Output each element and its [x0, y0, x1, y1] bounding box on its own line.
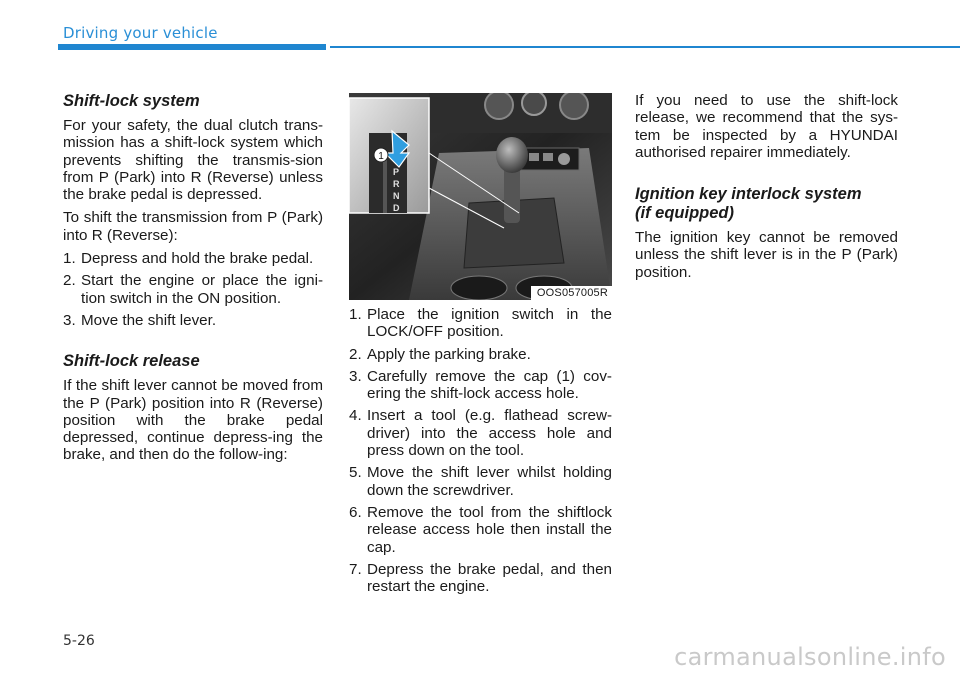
step-text: Place the ignition switch in the LOCK/OFF position. [367, 306, 612, 341]
step-number: 2. [349, 345, 362, 363]
paragraph: If you need to use the shift-lock release, we recommend that the sys-tem be inspected by a HYUNDAI authorised repairer immediately. [635, 92, 898, 161]
heading-ignition-key-interlock [635, 185, 898, 223]
figure-code: OOS057005R [531, 286, 612, 300]
shift-lever-illustration [349, 93, 612, 300]
shift-lever-photo [349, 93, 612, 300]
gear-letter: R [393, 179, 400, 189]
column-right [635, 92, 898, 287]
heading-line: Ignition key interlock system [635, 185, 862, 204]
list-item [349, 464, 612, 499]
section-title: Driving your vehicle [63, 24, 218, 42]
step-number: 5. [349, 464, 362, 482]
list-item [349, 306, 612, 341]
gear-letter: D [393, 203, 400, 213]
list-item [349, 346, 612, 363]
header-bar-thin [330, 46, 960, 48]
callout-number: 1 [378, 151, 384, 162]
step-text: Start the engine or place the igni-tion switch in the ON position. [81, 272, 323, 307]
column-middle [349, 306, 612, 600]
heading-line: (if equipped) [635, 204, 734, 223]
gear-letter: N [393, 191, 400, 201]
paragraph: For your safety, the dual clutch trans-mission has a shift-lock system which prevents shifting the transmis-sion from P (Park) into R (Reverse) unless the brake pedal is depressed. [63, 117, 323, 204]
step-text: Depress the brake pedal, and then restart the engine. [367, 560, 612, 596]
gear-letter: P [393, 167, 400, 177]
watermark: carmanualsonline.info [674, 643, 946, 671]
column-left [63, 92, 323, 470]
list-item [63, 312, 323, 329]
step-text: Insert a tool (e.g. flathead screw-driver) into the access hole and press down on the tool. [367, 407, 612, 460]
steps-list [349, 306, 612, 595]
step-text: Apply the parking brake. [367, 345, 531, 363]
step-number: 4. [349, 407, 362, 425]
step-text: Move the shift lever. [81, 311, 217, 329]
steps-list [63, 250, 323, 329]
step-text: Depress and hold the brake pedal. [81, 250, 314, 268]
step-number: 3. [63, 311, 76, 329]
step-text: Move the shift lever whilst holding down the screwdriver. [367, 464, 612, 499]
page-number: 5-26 [63, 633, 95, 649]
paragraph: To shift the transmission from P (Park) into R (Reverse): [63, 209, 323, 244]
paragraph: The ignition key cannot be removed unless the shift lever is in the P (Park) position. [635, 229, 898, 281]
list-item [349, 561, 612, 596]
header-bar-thick [58, 44, 326, 50]
step-number: 7. [349, 560, 362, 578]
paragraph: If the shift lever cannot be moved from the P (Park) position into R (Reverse) position with the brake pedal depressed, continue depress-ing the brake, and then do the follow-ing: [63, 377, 323, 464]
step-number: 1. [63, 250, 76, 268]
list-item [349, 407, 612, 459]
step-text: Remove the tool from the shiftlock release access hole then install the cap. [367, 503, 612, 556]
step-number: 6. [349, 503, 362, 521]
heading-shift-lock-release: Shift-lock release [63, 352, 200, 371]
step-number: 3. [349, 367, 362, 385]
heading-shift-lock-system: Shift-lock system [63, 92, 200, 110]
list-item [349, 504, 612, 556]
list-item [63, 250, 323, 267]
step-number: 1. [349, 306, 362, 323]
step-number: 2. [63, 272, 76, 290]
step-text: Carefully remove the cap (1) cov-ering the shift-lock access hole. [367, 367, 612, 403]
list-item [63, 272, 323, 307]
list-item [349, 368, 612, 403]
